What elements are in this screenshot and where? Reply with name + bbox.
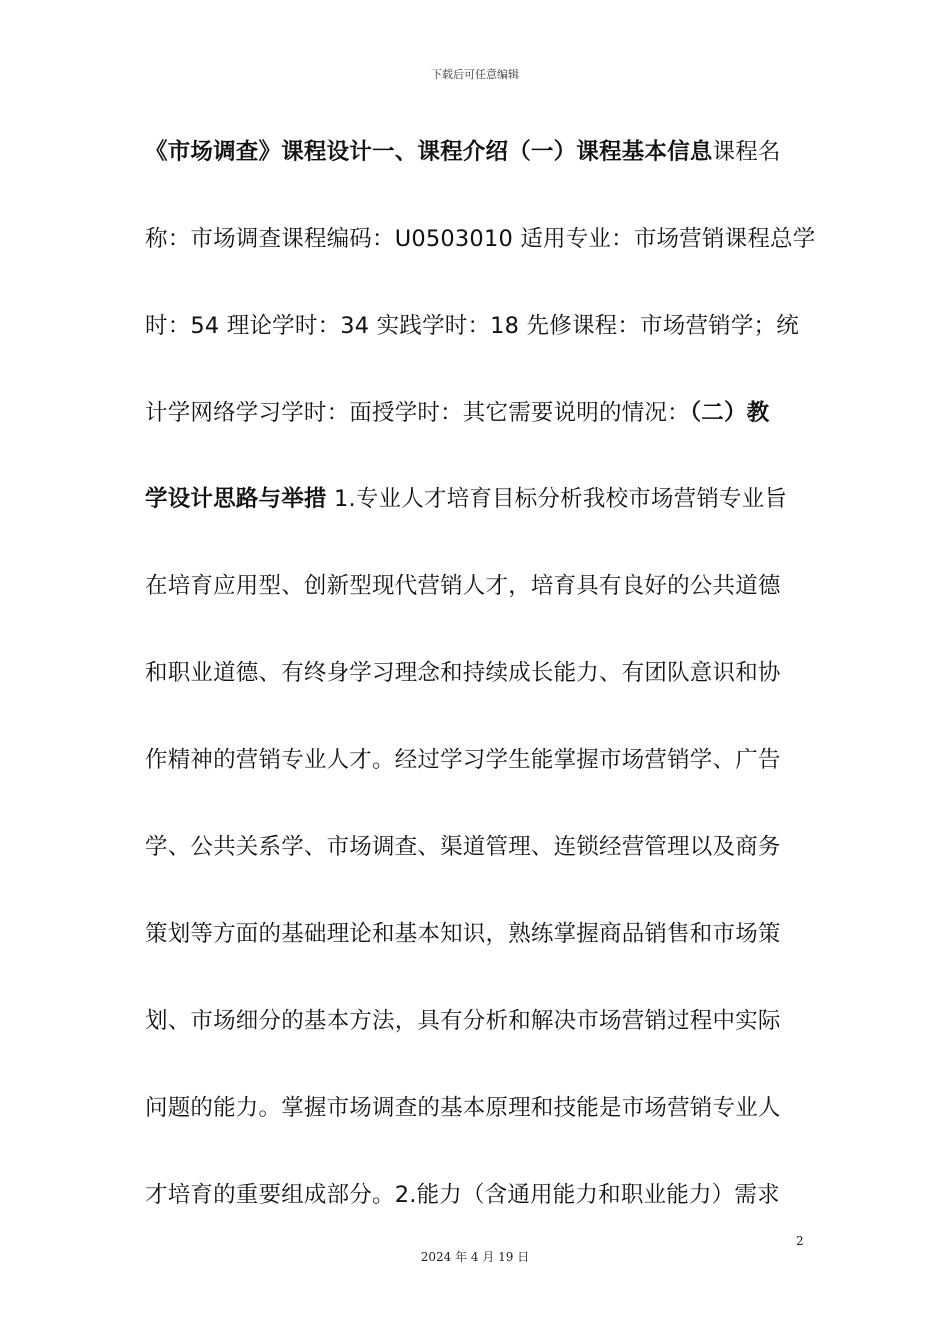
- text-run: 作精神的营销专业人才。经过学习学生能掌握市场营销学、广告: [145, 747, 781, 773]
- text-line: [145, 224, 815, 254]
- text-line: [145, 1006, 781, 1036]
- bold-heading: 学设计思路与举措: [145, 486, 327, 512]
- text-line: [145, 832, 781, 862]
- text-line: [145, 311, 799, 341]
- text-run: 1.专业人才培育目标分析我校市场营销专业旨: [326, 486, 788, 512]
- bold-heading: 《市场调查》课程设计一、课程介绍（一）课程基本信息: [145, 139, 713, 165]
- text-line: [145, 484, 787, 514]
- text-line: [145, 1180, 780, 1210]
- text-line: [145, 398, 769, 428]
- header-note: 下载后可任意编辑: [431, 68, 519, 81]
- text-line: [145, 571, 781, 601]
- text-line: [145, 658, 781, 688]
- text-run: 在培育应用型、创新型现代营销人才，培育具有良好的公共道德: [145, 573, 781, 599]
- footer-date: 2024 年 4 月 19 日: [420, 1250, 530, 1264]
- text-line: [145, 745, 781, 775]
- text-run: 策划等方面的基础理论和基本知识，熟练掌握商品销售和市场策: [145, 921, 781, 947]
- text-run: 和职业道德、有终身学习理念和持续成长能力、有团队意识和协: [145, 660, 781, 686]
- text-run: 称：市场调查课程编码：U0503010 适用专业：市场营销课程总学: [145, 226, 816, 252]
- text-line: [145, 1093, 781, 1123]
- text-run: 问题的能力。掌握市场调查的基本原理和技能是市场营销专业人: [145, 1095, 781, 1121]
- bold-heading: （二）教: [689, 400, 770, 426]
- text-run: 课程名: [712, 139, 781, 165]
- text-run: 划、市场细分的基本方法，具有分析和解决市场营销过程中实际: [145, 1008, 781, 1034]
- text-run: 时：54 理论学时：34 实践学时：18 先修课程：市场营销学；统: [145, 313, 799, 339]
- text-run: 才培育的重要组成部分。2.能力（含通用能力和职业能力）需求: [145, 1182, 780, 1208]
- text-run: 计学网络学习学时：面授学时：其它需要说明的情况：: [145, 400, 690, 426]
- text-line: [145, 919, 781, 949]
- text-run: 学、公共关系学、市场调查、渠道管理、连锁经营管理以及商务: [145, 834, 781, 860]
- page-number: 2: [796, 1234, 804, 1248]
- text-line: [145, 137, 781, 167]
